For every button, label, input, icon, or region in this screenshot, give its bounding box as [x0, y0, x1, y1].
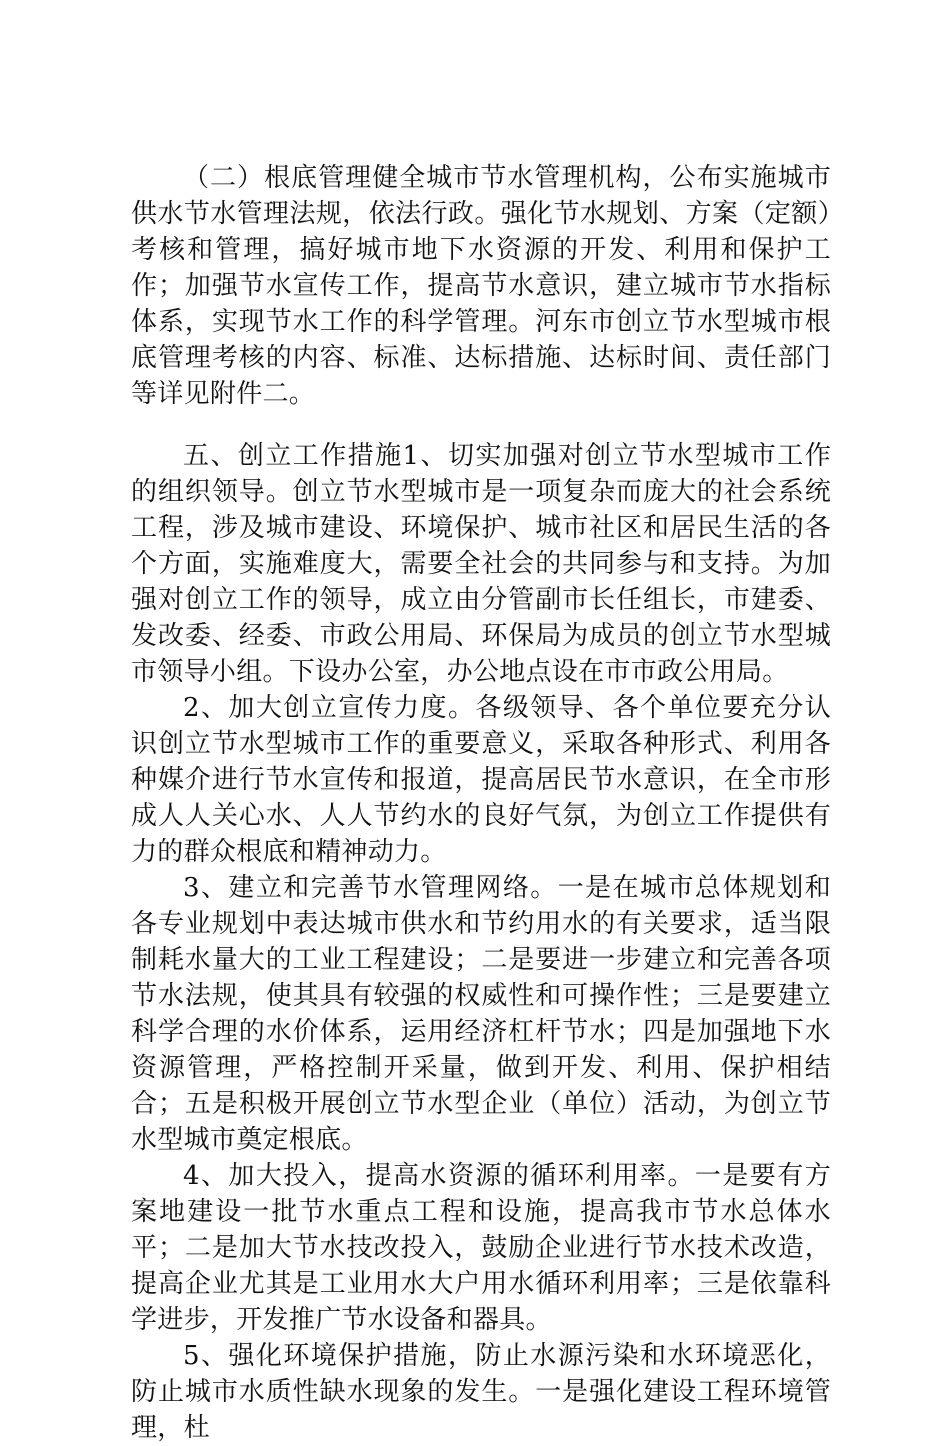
document-body	[131, 160, 831, 1446]
paragraph-publicity: 2、加大创立宣传力度。各级领导、各个单位要充分认识创立节水型城市工作的重要意义，采取各种形式、利用各种媒介进行节水宣传和报道，提高居民节水意识，在全市形成人人关心水、人人节约水的良好气氛，为创立工作提供有力的群众根底和精神动力。	[131, 693, 831, 867]
paragraph-basic-management: （二）根底管理健全城市节水管理机构，公布实施城市供水节水管理法规，依法行政。强化节水规划、方案（定额）考核和管理，搞好城市地下水资源的开发、利用和保护工作；加强节水宣传工作，提高节水意识，建立城市节水指标体系，实现节水工作的科学管理。河东市创立节水型城市根底管理考核的内容、标准、达标措施、达标时间、责任部门等详见附件二。	[131, 163, 831, 409]
paragraph-management-network: 3、建立和完善节水管理网络。一是在城市总体规划和各专业规划中表达城市供水和节约用水的有关要求，适当限制耗水量大的工业工程建设；二是要进一步建立和完善各项节水法规，使其具有较强的权威性和可操作性；三是要建立科学合理的水价体系，运用经济杠杆节水；四是加强地下水资源管理，严格控制开采量，做到开发、利用、保护相结合；五是积极开展创立节水型企业（单位）活动，为创立节水型城市奠定根底。	[131, 873, 831, 1155]
paragraph-section-five-measures: 五、创立工作措施1、切实加强对创立节水型城市工作的组织领导。创立节水型城市是一项复杂而庞大的社会系统工程，涉及城市建设、环境保护、城市社区和居民生活的各个方面，实施难度大，需要全社会的共同参与和支持。为加强对创立工作的领导，成立由分管副市长任组长，市建委、发改委、经委、市政公用局、环保局为成员的创立节水型城市领导小组。下设办公室，办公地点设在市市政公用局。	[131, 441, 831, 687]
paragraph-environment-protection: 5、强化环境保护措施，防止水源污染和水环境恶化，防止城市水质性缺水现象的发生。一是强化建设工程环境管理，杜	[131, 1341, 831, 1443]
paragraph-investment: 4、加大投入，提高水资源的循环利用率。一是要有方案地建设一批节水重点工程和设施，提高我市节水总体水平；二是加大节水技改投入，鼓励企业进行节水技术改造，提高企业尤其是工业用水大户用水循环利用率；三是依靠科学进步，开发推广节水设备和器具。	[131, 1161, 831, 1335]
